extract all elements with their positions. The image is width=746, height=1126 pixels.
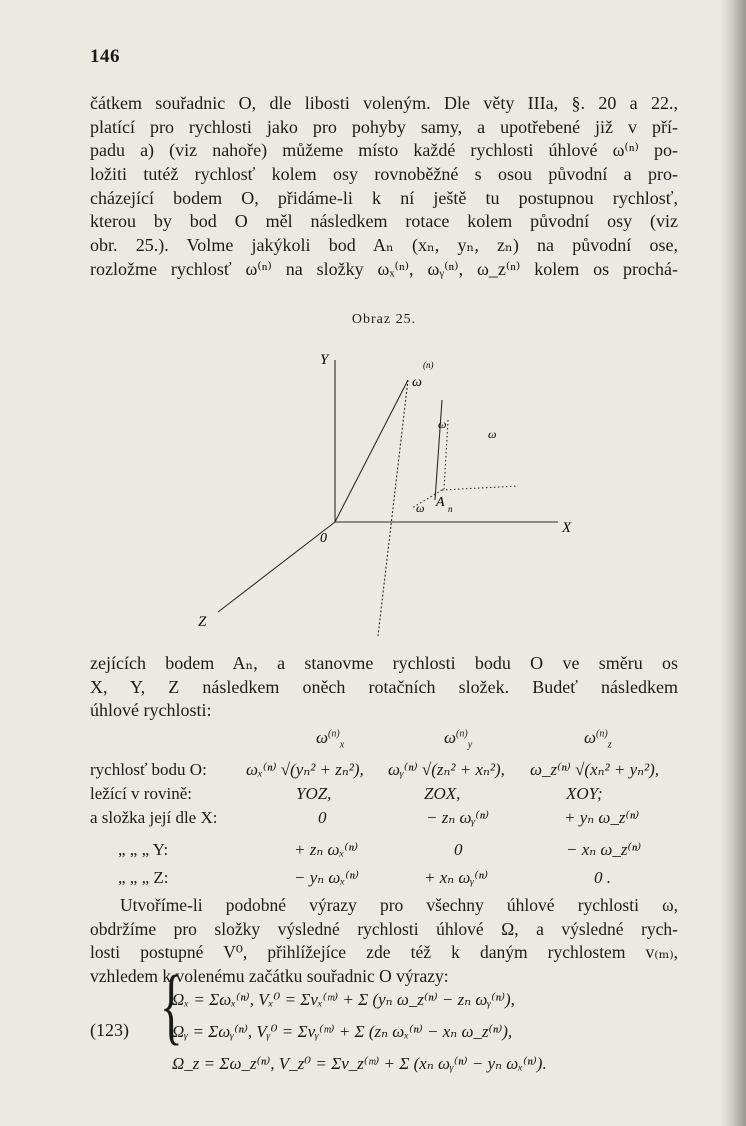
text-line: losti postupné V⁰, přihlížejíce zde též k daným rychlostem v₍ₘ₎, xyxy=(90,942,678,963)
equation-row: Ω_z = Σω_z⁽ⁿ⁾, V_z⁰ = Σv_z⁽ᵐ⁾ + Σ (xₙ ωᵧ⁽ⁿ⁾ − yₙ ωₓ⁽ⁿ⁾). xyxy=(172,1054,547,1073)
label-y: Y xyxy=(320,352,329,368)
col-header-y: $\omega^{(n)}_y$ xyxy=(444,728,473,751)
label-omega-x: ω xyxy=(488,427,497,441)
row-label: ležící v rovině: xyxy=(90,784,192,803)
row-label: „ „ „ Z: xyxy=(118,868,169,887)
label-point: A xyxy=(436,495,445,510)
page-edge-shadow xyxy=(720,0,746,1126)
rotation-axis-through-origin xyxy=(335,380,408,522)
row-cell: ω_z⁽ⁿ⁾ √(xₙ² + yₙ²), xyxy=(530,760,660,779)
row-cell: − xₙ ω_z⁽ⁿ⁾ xyxy=(566,840,642,859)
row-cell: ZOX, xyxy=(424,784,461,803)
row-label: a složka její dle X: xyxy=(90,808,218,827)
figure-diagram xyxy=(180,340,600,640)
text-line: X, Y, Z následkem oněch rotačních složek. Budeť následkem xyxy=(90,676,678,697)
label-omega-z: ω xyxy=(416,501,425,515)
text-line: vzhledem k volenému začátku souřadnic O výrazy: xyxy=(90,966,449,987)
label-point-sub: n xyxy=(448,504,453,514)
text-line: padu a) (viz nahoře) můžeme místo každé rychlosti úhlové ω⁽ⁿ⁾ po- xyxy=(90,140,678,161)
row-cell: − yₙ ωₓ⁽ⁿ⁾ xyxy=(294,868,359,887)
row-cell: + zₙ ωₓ⁽ⁿ⁾ xyxy=(294,840,359,859)
text-line: čátkem souřadnic O, dle libosti voleným. Dle věty IIIa, §. 20 a 22., xyxy=(90,93,678,113)
row-cell: + xₙ ωᵧ⁽ⁿ⁾ xyxy=(424,868,489,887)
label-omega: ω xyxy=(412,375,422,390)
row-cell: ωₓ⁽ⁿ⁾ √(yₙ² + zₙ²), xyxy=(246,760,364,779)
row-cell: + yₙ ω_z⁽ⁿ⁾ xyxy=(564,808,640,827)
text-line: ložiti tutéž rychlosť kolem osy rovnoběžné s osou původní a pro- xyxy=(90,164,678,185)
paragraph-1 xyxy=(90,92,678,282)
row-cell: XOY; xyxy=(566,784,603,803)
col-header-z: $\omega^{(n)}_z$ xyxy=(584,728,612,751)
text-line: platící pro rychlosti jako pro pohyby samy, a upotřebené již v pří- xyxy=(90,116,678,137)
text-line: úhlové rychlosti: xyxy=(90,700,212,721)
equation-row: Ωₓ = Σωₓ⁽ⁿ⁾, Vₓ⁰ = Σvₓ⁽ᵐ⁾ + Σ (yₙ ω_z⁽ⁿ⁾ − zₙ ωᵧ⁽ⁿ⁾), xyxy=(172,990,515,1009)
equation-row: Ωᵧ = Σωᵧ⁽ⁿ⁾, Vᵧ⁰ = Σvᵧ⁽ᵐ⁾ + Σ (zₙ ωₓ⁽ⁿ⁾ − xₙ ω_z⁽ⁿ⁾), xyxy=(172,1022,513,1041)
label-origin: 0 xyxy=(320,531,327,546)
row-cell: 0 . xyxy=(594,868,611,887)
row-cell: 0 xyxy=(318,808,327,827)
rotation-axis-lower xyxy=(378,380,408,636)
label-omega-y: ω xyxy=(438,417,447,431)
label-x: X xyxy=(562,520,572,536)
label-z: Z xyxy=(198,614,207,630)
text-line: obr. 25.). Volme jakýkoli bod Aₙ (xₙ, yₙ, zₙ) na původní ose, xyxy=(90,235,678,256)
text-line: obdržíme pro složky výsledné rychlosti úhlové Ω, a výsledné rych- xyxy=(90,918,678,939)
figure-caption: Obraz 25. xyxy=(351,312,417,327)
z-axis xyxy=(218,522,335,612)
row-cell: 0 xyxy=(454,840,463,859)
col-header-x: $\omega^{(n)}_x$ xyxy=(316,728,345,751)
row-label: „ „ „ Y: xyxy=(118,840,169,859)
text-line: rozložme rychlosť ω⁽ⁿ⁾ na složky ωₓ⁽ⁿ⁾, ωᵧ⁽ⁿ⁾, ω_z⁽ⁿ⁾ kolem os prochá- xyxy=(90,258,678,279)
row-cell: ωᵧ⁽ⁿ⁾ √(zₙ² + xₙ²), xyxy=(388,760,505,779)
row-cell: YOZ, xyxy=(296,784,332,803)
omega-x-component xyxy=(442,486,518,490)
equation-number: (123) xyxy=(90,1020,129,1040)
label-omega-sup: (n) xyxy=(423,360,434,370)
text-line: cházející bodem O, přidáme-li k ní ještě tu postupnou rychlosť, xyxy=(90,187,678,208)
paragraph-2 xyxy=(90,652,678,723)
row-label: rychlosť bodu O: xyxy=(90,760,207,779)
text-line: kterou by bod O měl následkem rotace kolem původní osy (viz xyxy=(90,211,678,232)
page-number: 146 xyxy=(90,46,120,67)
rotation-axis-upper xyxy=(435,400,442,500)
text-line: zejících bodem Aₙ, a stanovme rychlosti bodu O ve směru os xyxy=(90,653,678,673)
text-line: Utvoříme-li podobné výrazy pro všechny úhlové rychlosti ω, xyxy=(120,895,678,915)
equation-brace: { xyxy=(160,957,183,1053)
row-cell: − zₙ ωᵧ⁽ⁿ⁾ xyxy=(426,808,490,827)
